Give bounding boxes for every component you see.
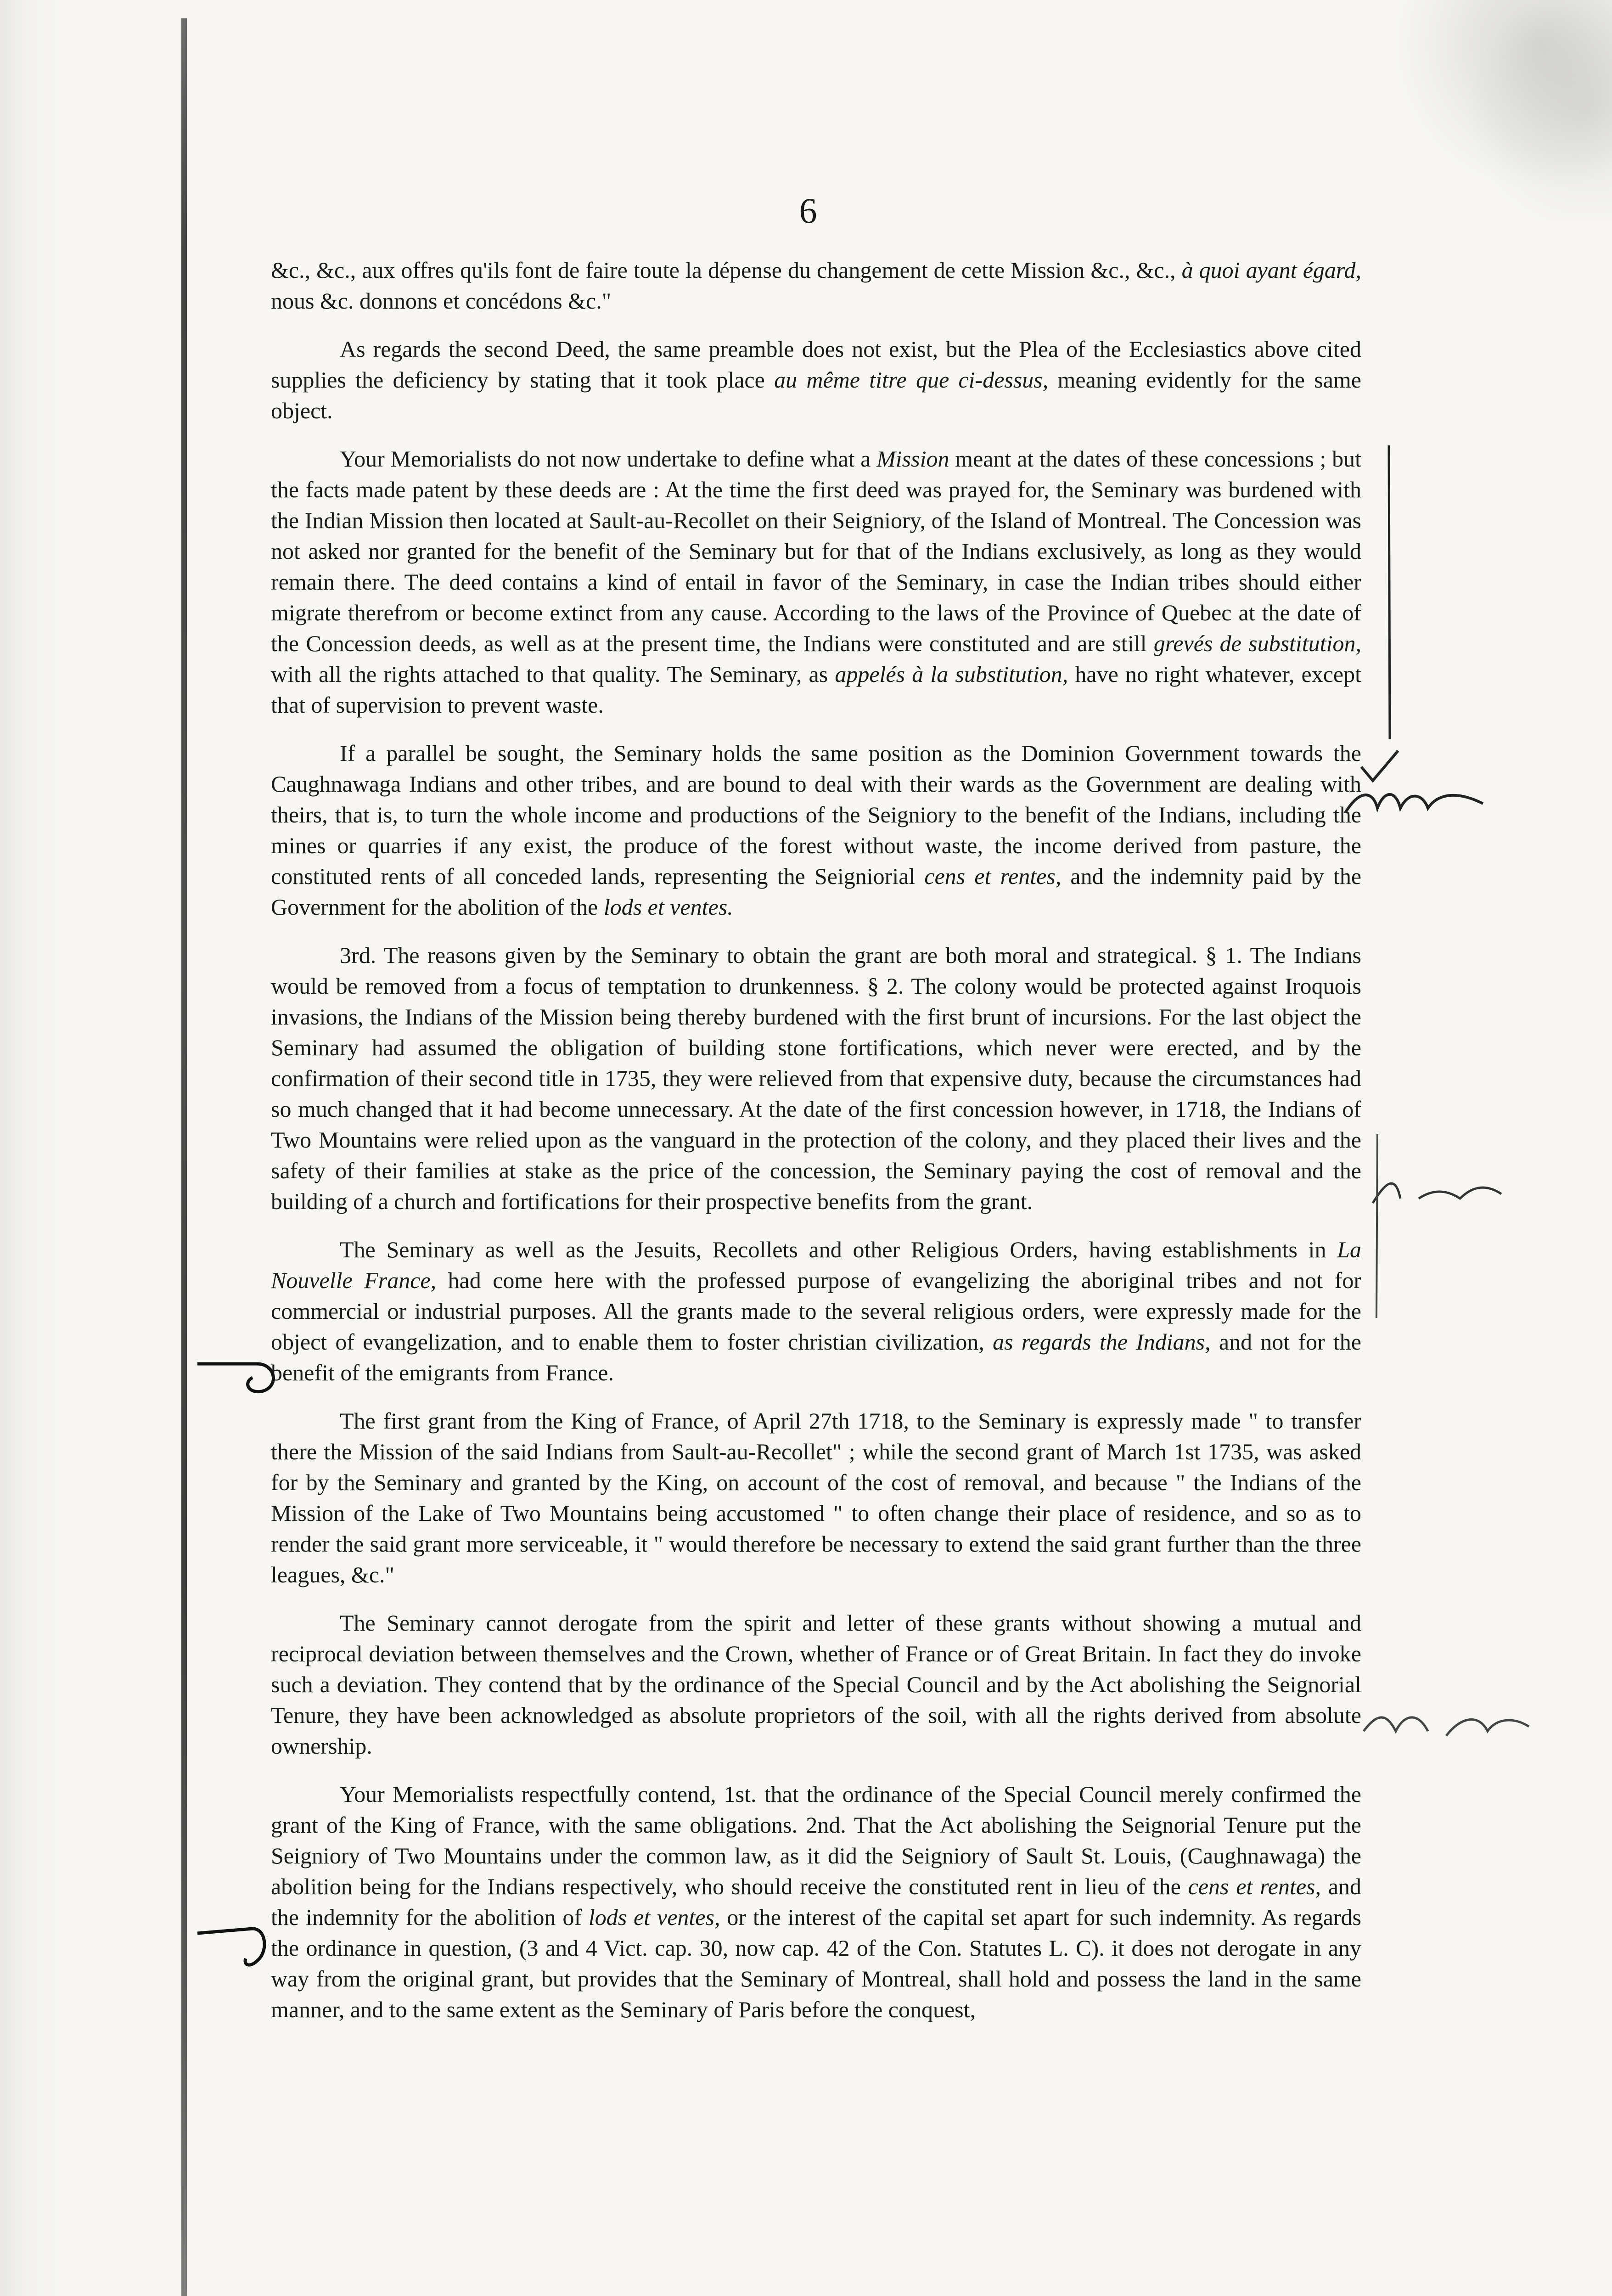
paragraph-p3 bbox=[271, 444, 1361, 720]
paragraph-text-segment: and the indemnity for the abolition of bbox=[271, 1874, 1362, 1930]
paragraph-p4 bbox=[271, 738, 1361, 923]
margin-hook-mark-1 bbox=[193, 1345, 285, 1401]
paragraph-p5 bbox=[271, 940, 1361, 1217]
paragraph-p7 bbox=[271, 1406, 1361, 1590]
paragraph-text-segment: as regards the Indians, bbox=[993, 1329, 1211, 1355]
paragraph-text-segment: grevés de substitution, bbox=[1153, 630, 1361, 656]
paragraph-text-segment: Mission bbox=[876, 446, 949, 472]
paragraph-text-segment: with all the rights attached to that quality. The Seminary, as bbox=[271, 661, 835, 687]
page-number: 6 bbox=[799, 191, 817, 231]
scan-speckle-top-right bbox=[1373, 0, 1612, 220]
paragraph-text-segment: and not for the benefit of the emigrants from France. bbox=[271, 1329, 1361, 1385]
paragraph-text-segment: cens et rentes, bbox=[924, 863, 1062, 889]
paragraph-p6 bbox=[271, 1234, 1361, 1388]
paragraph-text-segment: 3rd. The reasons given by the Seminary to obtain the grant are both moral and strategical. § 1. The Indians would be removed from a focus of temptation to drunkenness. § 2. The colony would be protected against Iroquois invasions, the Indians of the Mission being thereby burdened with the first brunt of incursions. For the last object the Seminary had assumed the obligation of building stone fortifications, which never were erected, and by the confirmation of their second title in 1735, they were relieved from that expensive duty, because the circumstances had so much changed that it had become unnecessary. At the date of the first concession however, in 1718, the Indians of Two Mountains were relied upon as the vanguard in the protection of the colony, and they placed their lives and the safety of their families at stake as the price of the concession, the Seminary paying the cost of removal and the building of a church and fortifications for their prospective benefits from the grant. bbox=[271, 942, 1361, 1214]
paragraph-p8 bbox=[271, 1608, 1361, 1761]
paragraph-text-segment: La Nouvelle France, bbox=[271, 1237, 1361, 1293]
paragraph-text-segment: As regards the second Deed, the same preamble does not exist, but the Plea of the Ecclesiastics above cited supplies the deficiency by stating that it took place bbox=[271, 336, 1361, 393]
paragraph-text-segment: nous &c. donnons et concédons &c." bbox=[271, 288, 612, 314]
margin-scribble-2 bbox=[1368, 1166, 1506, 1217]
paragraph-text-segment: au même titre que ci-dessus, bbox=[774, 367, 1049, 393]
paragraph-text-segment: Your Memorialists respectfully contend, 1st. that the ordinance of the Special Council merely confirmed the grant of the King of France, with the same obligations. 2nd. That the Act abolishing the Seignorial Tenure put the Seigniory of Two Mountains under the common law, as it did the Seigniory of Sault St. Louis, (Caughnawaga) the abolition being for the Indians respectively, who should receive the constituted rent in lieu of the bbox=[271, 1781, 1361, 1899]
paragraph-text-segment: lods et ventes. bbox=[603, 894, 733, 920]
memorial-text-body bbox=[271, 255, 1361, 2043]
paragraph-text-segment: have no right whatever, except that of supervision to prevent waste. bbox=[271, 661, 1361, 718]
paragraph-text-segment: The Seminary cannot derogate from the spirit and letter of these grants without showing a mutual and reciprocal deviation between themselves and the Crown, whether of France or of Great Britain. In fact they do invoke such a deviation. They contend that by the ordinance of the Special Council and by the Act abolishing the Seignorial Tenure, they have been acknowledged as absolute proprietors of the soil, with all the rights derived from absolute ownership. bbox=[271, 1610, 1361, 1759]
binding-rule-line bbox=[181, 18, 187, 2296]
page-binding-edge bbox=[0, 0, 60, 2296]
paragraph-text-segment: The Seminary as well as the Jesuits, Recollets and other Religious Orders, having establishments in bbox=[340, 1237, 1337, 1262]
paragraph-text-segment: cens et rentes, bbox=[1188, 1874, 1321, 1899]
paragraph-text-segment: à quoi ayant égard, bbox=[1181, 257, 1361, 283]
paragraph-p2 bbox=[271, 334, 1361, 426]
paragraph-p9 bbox=[271, 1779, 1361, 2025]
paragraph-text-segment: appelés à la substitution, bbox=[835, 661, 1068, 687]
margin-scribble-1 bbox=[1341, 771, 1488, 827]
paragraph-text-segment: meant at the dates of these concessions ; but the facts made patent by these deeds are : At the time the first deed was prayed for, the Seminary was burdened with the Indian Mission then located at Sault-au-Recollet on their Seigniory, of the Island of Montreal. The Concession was not asked nor granted for the benefit of the Seminary but for that of the Indians exclusively, as long as they would remain there. The deed contains a kind of entail in favor of the Seminary, in case the Indian tribes should either migrate therefrom or become extinct from any cause. According to the laws of the Province of Quebec at the date of the Concession deeds, as well as at the present time, the Indians were constituted and are still bbox=[271, 446, 1361, 656]
margin-bracket-mark-1 bbox=[1380, 441, 1398, 744]
paragraph-text-segment: The first grant from the King of France, of April 27th 1718, to the Seminary is expressly made " to transfer there the Mission of the said Indians from Sault-au-Recollet" ; while the second grant of March 1st 1735, was asked for by the Seminary and granted by the King, on account of the cost of removal, and because " the Indians of the Mission of the Lake of Two Mountains being accustomed " to often change their place of residence, and so as to render the said grant more serviceable, it " would therefore be necessary to extend the said grant further than the three leagues, &c." bbox=[271, 1408, 1361, 1587]
paragraph-text-segment: and the indemnity paid by the Government for the abolition of the bbox=[271, 863, 1362, 920]
paragraph-text-segment: or the interest of the capital set apart for such indemnity. As regards the ordinance in question, (3 and 4 Vict. cap. 30, now cap. 42 of the Con. Statutes L. C). it does not derogate in any way from the original grant, but provides that the Seminary of Montreal, shall hold and possess the land in the same manner, and to the same extent as the Seminary of Paris before the conquest, bbox=[271, 1904, 1361, 2022]
margin-bracket-mark-2 bbox=[1368, 1130, 1387, 1322]
paragraph-p1 bbox=[271, 255, 1361, 316]
paragraph-text-segment: Your Memorialists do not now undertake to define what a bbox=[340, 446, 877, 472]
paragraph-text-segment: meaning evidently for the same object. bbox=[271, 367, 1361, 423]
paragraph-text-segment: &c., &c., aux offres qu'ils font de faire toute la dépense du changement de cette Mission &c., &c., bbox=[271, 257, 1182, 283]
paragraph-text-segment: If a parallel be sought, the Seminary holds the same position as the Dominion Government towards the Caughnawaga Indians and other tribes, and are bound to deal with their wards as the Government are dealing with theirs, that is, to turn the whole income and productions of the Seigniory to the benefit of the Indians, including the mines or quarries if any exist, the produce of the forest without waste, the income derived from pasture, the constituted rents of all conceded lands, representing the Seigniorial bbox=[271, 740, 1361, 889]
margin-hook-mark-2 bbox=[193, 1915, 275, 1979]
paragraph-text-segment: lods et ventes, bbox=[588, 1904, 720, 1930]
paragraph-text-segment: had come here with the professed purpose of evangelizing the aboriginal tribes and not for commercial or industrial purposes. All the grants made to the several religious orders, were expressly made for the object of evangelization, and to enable them to foster christian civilization, bbox=[271, 1267, 1361, 1355]
margin-scribble-3 bbox=[1359, 1699, 1533, 1754]
